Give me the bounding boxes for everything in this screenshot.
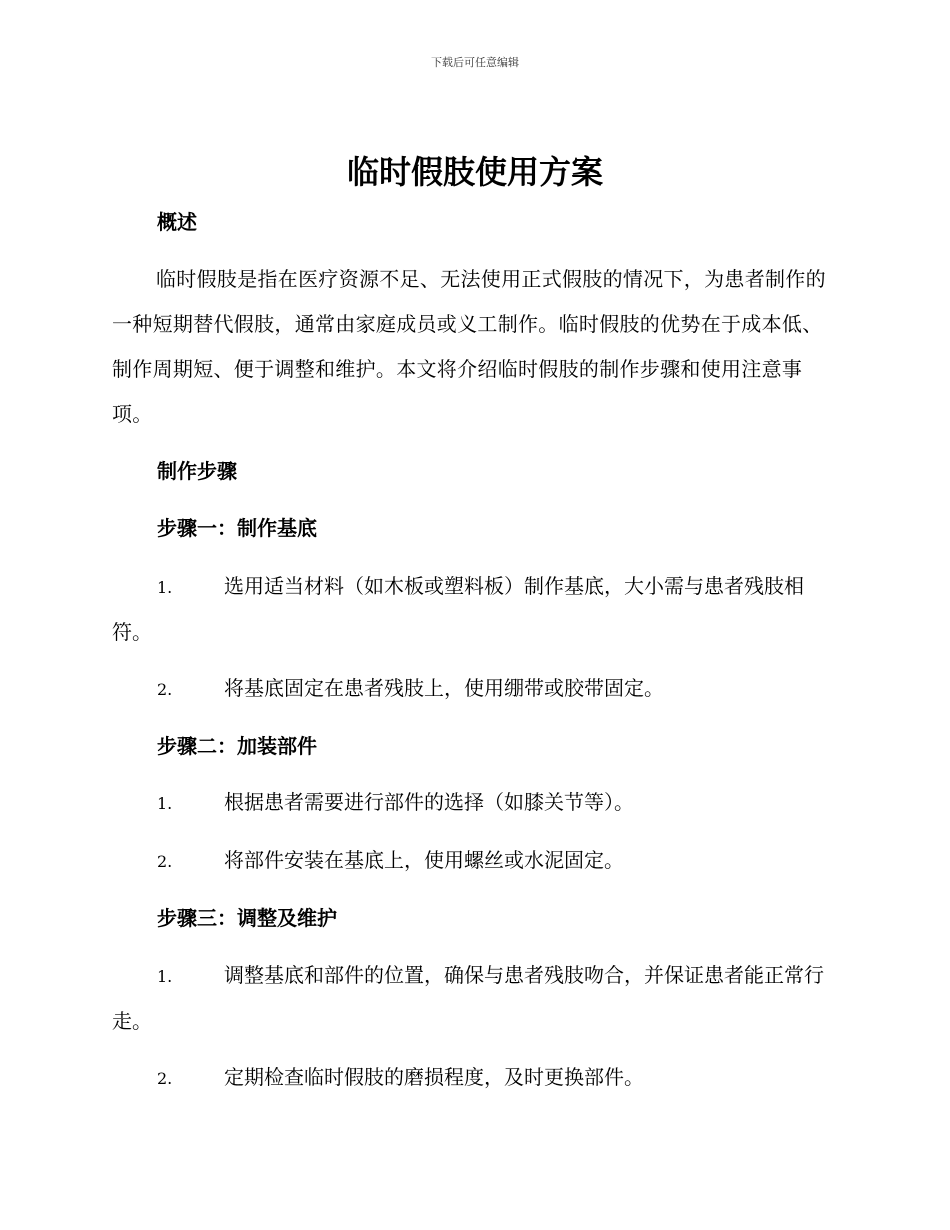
list-item-text: 将基底固定在患者残肢上，使用绷带或胶带固定。 <box>224 676 664 700</box>
step-one-item-2 <box>112 666 838 712</box>
list-item-text: 根据患者需要进行部件的选择（如膝关节等）。 <box>224 790 634 814</box>
overview-paragraph: 临时假肢是指在医疗资源不足、无法使用正式假肢的情况下，为患者制作的一种短期替代假肢，通常由家庭成员或义工制作。临时假肢的优势在于成本低、制作周期短、便于调整和维护。本文将介绍临时假肢的制作步骤和使用注意事项。 <box>112 267 826 426</box>
list-number: 2. <box>157 852 173 871</box>
list-number: 2. <box>157 680 173 699</box>
overview-heading: 概述 <box>157 210 197 234</box>
step-one-heading: 步骤一：制作基底 <box>157 516 317 540</box>
step-three-item-2 <box>112 1055 838 1101</box>
list-number: 1. <box>157 578 173 597</box>
step-two-item-1 <box>112 780 838 826</box>
step-three-heading: 步骤三：调整及维护 <box>157 906 337 930</box>
steps-section-heading: 制作步骤 <box>157 459 237 483</box>
list-number: 1. <box>157 967 173 986</box>
list-item-text: 定期检查临时假肢的磨损程度，及时更换部件。 <box>224 1065 644 1089</box>
step-two-item-2 <box>112 838 838 884</box>
list-number: 2. <box>157 1069 173 1088</box>
list-number: 1. <box>157 794 173 813</box>
document-title: 临时假肢使用方案 <box>346 153 603 191</box>
page-header-note: 下载后可任意编辑 <box>431 56 519 69</box>
list-item-text: 选用适当材料（如木板或塑料板）制作基底，大小需与患者残肢相符。 <box>112 574 804 644</box>
step-three-item-1 <box>112 953 838 1044</box>
step-two-heading: 步骤二：加装部件 <box>157 734 317 758</box>
list-item-text: 调整基底和部件的位置，确保与患者残肢吻合，并保证患者能正常行走。 <box>112 963 824 1033</box>
step-one-item-1 <box>112 564 838 655</box>
list-item-text: 将部件安装在基底上，使用螺丝或水泥固定。 <box>224 848 624 872</box>
